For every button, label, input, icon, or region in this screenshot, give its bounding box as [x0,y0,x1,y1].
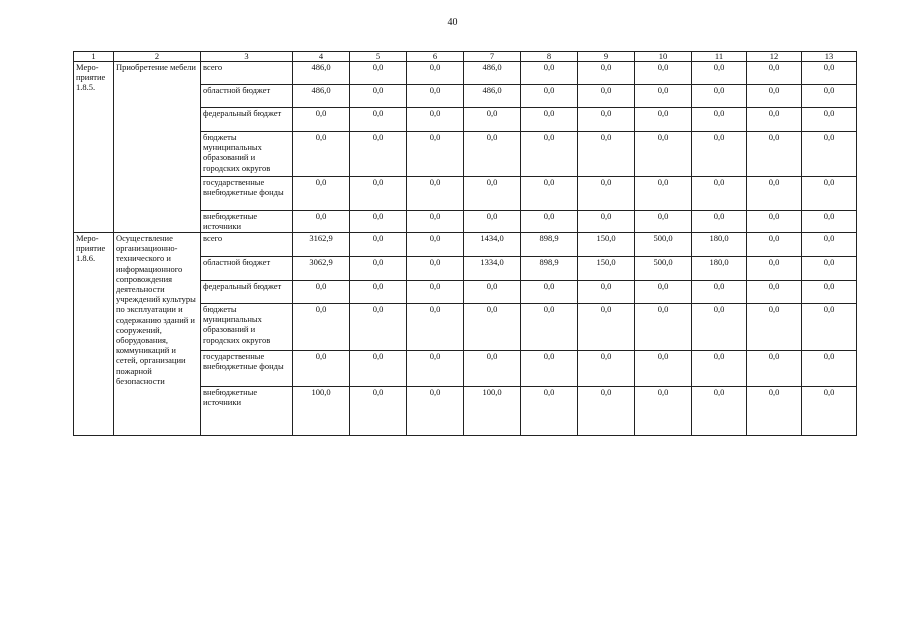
value-cell: 0,0 [692,177,747,211]
column-header: 9 [578,52,635,62]
value-cell: 0,0 [692,351,747,387]
value-cell: 0,0 [464,211,521,233]
value-cell: 0,0 [635,62,692,85]
value-cell: 0,0 [350,108,407,132]
value-cell: 0,0 [293,351,350,387]
value-cell: 0,0 [293,281,350,304]
value-cell: 0,0 [578,177,635,211]
value-cell: 0,0 [635,304,692,351]
value-cell: 0,0 [293,304,350,351]
page-number: 40 [447,17,458,28]
value-cell: 0,0 [802,108,857,132]
column-header: 4 [293,52,350,62]
column-header: 1 [74,52,114,62]
measure-description: Приобретение мебели [114,62,201,233]
value-cell: 0,0 [293,211,350,233]
value-cell: 0,0 [692,108,747,132]
value-cell: 0,0 [521,177,578,211]
value-cell: 0,0 [407,177,464,211]
column-header: 13 [802,52,857,62]
value-cell: 0,0 [521,108,578,132]
value-cell: 0,0 [635,281,692,304]
value-cell: 0,0 [578,62,635,85]
value-cell: 150,0 [578,257,635,281]
value-cell: 0,0 [521,387,578,436]
value-cell: 0,0 [747,351,802,387]
value-cell: 500,0 [635,233,692,257]
value-cell: 0,0 [407,281,464,304]
value-cell: 0,0 [692,62,747,85]
value-cell: 0,0 [350,233,407,257]
value-cell: 0,0 [407,108,464,132]
value-cell: 0,0 [407,387,464,436]
value-cell: 0,0 [802,233,857,257]
funding-source: областной бюджет [201,257,293,281]
value-cell: 0,0 [802,132,857,177]
value-cell: 0,0 [802,281,857,304]
value-cell: 0,0 [293,177,350,211]
value-cell: 0,0 [350,257,407,281]
value-cell: 0,0 [464,281,521,304]
value-cell: 0,0 [350,211,407,233]
value-cell: 0,0 [521,85,578,108]
value-cell: 0,0 [350,62,407,85]
value-cell: 0,0 [635,387,692,436]
table-row [74,233,857,257]
value-cell: 0,0 [350,132,407,177]
column-header: 2 [114,52,201,62]
value-cell: 0,0 [407,132,464,177]
funding-source: бюджеты муниципальных образований и городских округов [201,304,293,351]
value-cell: 898,9 [521,233,578,257]
value-cell: 0,0 [407,85,464,108]
value-cell: 1334,0 [464,257,521,281]
value-cell: 0,0 [464,132,521,177]
value-cell: 0,0 [578,85,635,108]
column-header: 3 [201,52,293,62]
value-cell: 0,0 [692,281,747,304]
value-cell: 100,0 [464,387,521,436]
value-cell: 0,0 [407,351,464,387]
column-header: 12 [747,52,802,62]
value-cell: 0,0 [747,62,802,85]
header-row [74,52,857,62]
value-cell: 0,0 [521,211,578,233]
value-cell: 0,0 [407,257,464,281]
value-cell: 0,0 [635,351,692,387]
value-cell: 0,0 [521,281,578,304]
funding-source: внебюджетные источники [201,211,293,233]
value-cell: 0,0 [407,233,464,257]
column-header: 8 [521,52,578,62]
value-cell: 0,0 [747,257,802,281]
funding-source: бюджеты муниципальных образований и городских округов [201,132,293,177]
value-cell: 0,0 [802,257,857,281]
column-header: 5 [350,52,407,62]
column-header: 10 [635,52,692,62]
value-cell: 0,0 [635,177,692,211]
value-cell: 0,0 [747,387,802,436]
value-cell: 0,0 [293,132,350,177]
budget-table [73,51,857,436]
value-cell: 0,0 [578,351,635,387]
value-cell: 500,0 [635,257,692,281]
value-cell: 0,0 [350,281,407,304]
value-cell: 0,0 [521,62,578,85]
value-cell: 0,0 [578,211,635,233]
value-cell: 0,0 [635,211,692,233]
value-cell: 0,0 [350,387,407,436]
value-cell: 0,0 [747,233,802,257]
value-cell: 180,0 [692,233,747,257]
value-cell: 0,0 [802,387,857,436]
value-cell: 0,0 [578,387,635,436]
value-cell: 0,0 [521,304,578,351]
value-cell: 0,0 [350,177,407,211]
value-cell: 0,0 [802,85,857,108]
value-cell: 0,0 [802,211,857,233]
funding-source: областной бюджет [201,85,293,108]
value-cell: 0,0 [464,177,521,211]
value-cell: 0,0 [635,108,692,132]
value-cell: 0,0 [747,281,802,304]
funding-source: государственные внебюджетные фонды [201,351,293,387]
value-cell: 0,0 [521,132,578,177]
funding-source: государственные внебюджетные фонды [201,177,293,211]
value-cell: 0,0 [635,85,692,108]
value-cell: 0,0 [747,132,802,177]
value-cell: 0,0 [692,85,747,108]
value-cell: 0,0 [747,304,802,351]
value-cell: 0,0 [293,108,350,132]
value-cell: 0,0 [407,304,464,351]
value-cell: 0,0 [747,108,802,132]
measure-label: Меро-приятие 1.8.6. [74,233,114,436]
value-cell: 100,0 [293,387,350,436]
funding-source: федеральный бюджет [201,108,293,132]
measure-label: Меро-приятие 1.8.5. [74,62,114,233]
value-cell: 0,0 [350,351,407,387]
value-cell: 0,0 [802,62,857,85]
value-cell: 0,0 [578,281,635,304]
value-cell: 0,0 [747,177,802,211]
value-cell: 0,0 [350,85,407,108]
table-row [74,62,857,85]
value-cell: 180,0 [692,257,747,281]
funding-source: всего [201,233,293,257]
value-cell: 0,0 [692,387,747,436]
value-cell: 0,0 [350,304,407,351]
value-cell: 0,0 [692,132,747,177]
value-cell: 486,0 [464,62,521,85]
value-cell: 0,0 [747,211,802,233]
value-cell: 0,0 [635,132,692,177]
value-cell: 0,0 [464,304,521,351]
value-cell: 0,0 [747,85,802,108]
column-header: 6 [407,52,464,62]
value-cell: 898,9 [521,257,578,281]
funding-source: внебюджетные источники [201,387,293,436]
column-header: 11 [692,52,747,62]
value-cell: 3162,9 [293,233,350,257]
value-cell: 0,0 [578,132,635,177]
measure-description: Осуществление организационно-технического и информационного сопровождения деятельности учреждений культуры по эксплуатации и содержанию зданий и сооружений, оборудования, коммуникаций и сетей, организации пожарной безопасности [114,233,201,436]
value-cell: 0,0 [802,304,857,351]
funding-source: федеральный бюджет [201,281,293,304]
funding-source: всего [201,62,293,85]
value-cell: 0,0 [802,177,857,211]
value-cell: 0,0 [692,304,747,351]
value-cell: 0,0 [578,108,635,132]
table-body [74,62,857,436]
value-cell: 3062,9 [293,257,350,281]
value-cell: 1434,0 [464,233,521,257]
value-cell: 486,0 [464,85,521,108]
value-cell: 0,0 [802,351,857,387]
value-cell: 0,0 [464,108,521,132]
value-cell: 0,0 [521,351,578,387]
value-cell: 0,0 [578,304,635,351]
value-cell: 0,0 [692,211,747,233]
value-cell: 0,0 [407,62,464,85]
value-cell: 0,0 [464,351,521,387]
value-cell: 486,0 [293,85,350,108]
value-cell: 0,0 [407,211,464,233]
value-cell: 150,0 [578,233,635,257]
value-cell: 486,0 [293,62,350,85]
column-header: 7 [464,52,521,62]
